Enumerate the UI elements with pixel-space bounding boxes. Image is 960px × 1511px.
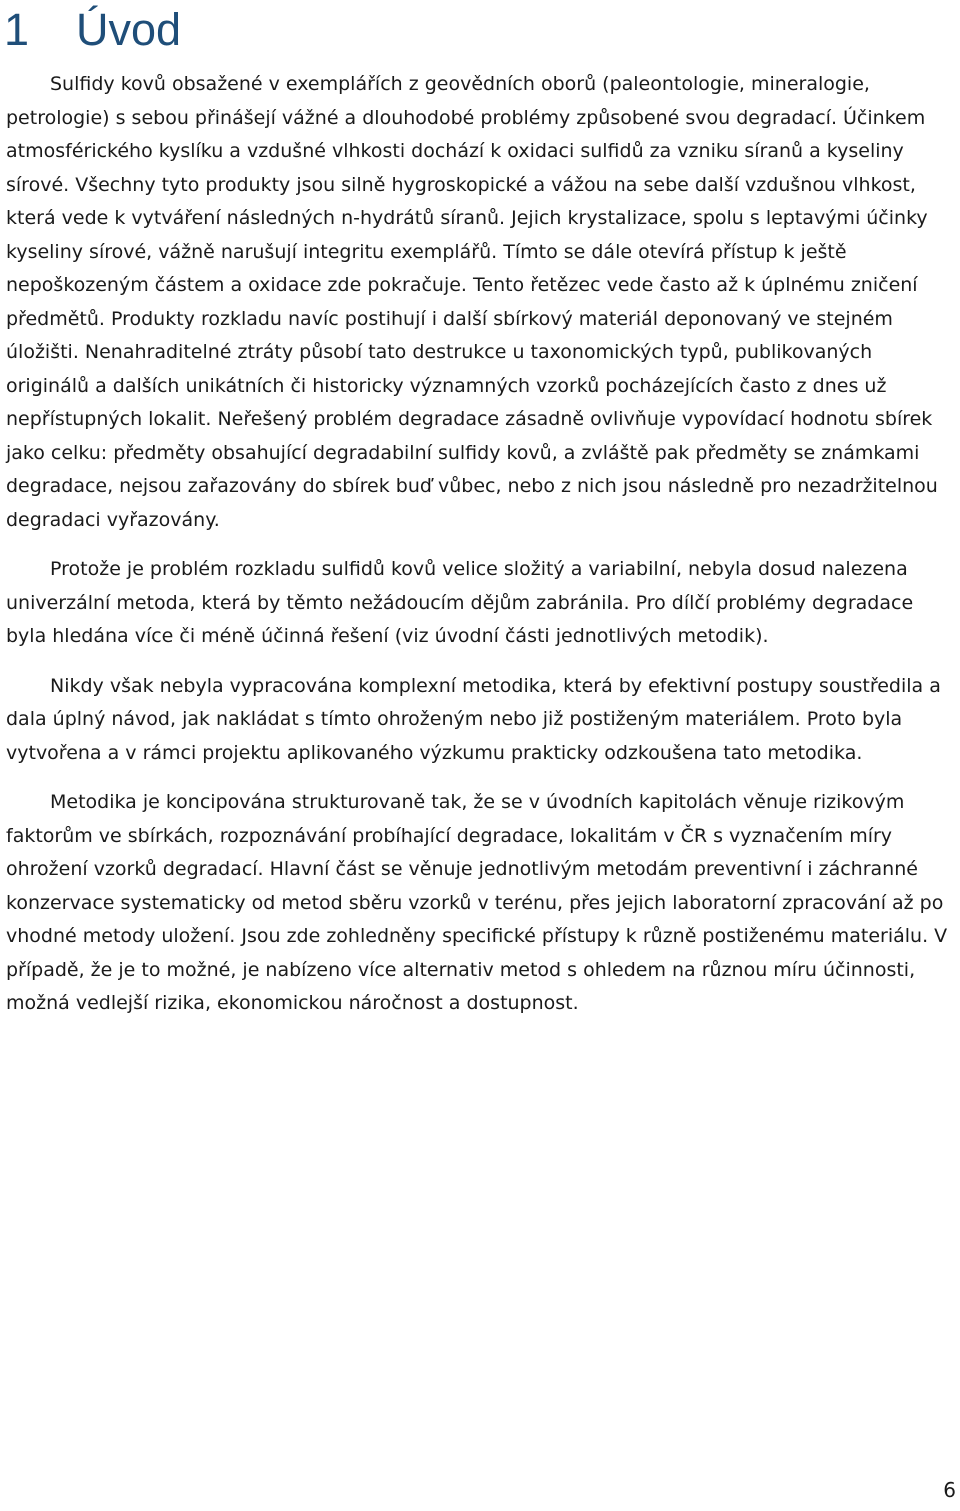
paragraph: Nikdy však nebyla vypracována komplexní metodika, která by efektivní postupy soustředila a dala úplný návod, jak nakládat s tímto ohroženým nebo již postiženým materiálem. Proto byla vytvořena a v rámci projektu aplikovaného výzkumu prakticky odzkoušena tato metodika. [6,674,941,764]
body-text [6,68,958,1021]
chapter-number: 1 [4,4,30,55]
paragraph: Sulfidy kovů obsažené v exemplářích z geovědních oborů (paleontologie, mineralogie, petrologie) s sebou přinášejí vážné a dlouhodobé problémy způsobené svou degradací. Účinkem atmosférického kyslíku a vzdušné vlhkosti dochází k oxidaci sulfidů za vzniku síranů a kyseliny sírové. Všechny tyto produkty jsou silně hygroskopické a vážou na sebe další vzdušnou vlhkost, která vede k vytváření následných n-hydrátů síranů. Jejich krystalizace, spolu s leptavými účinky kyseliny sírové, vážně narušují integritu exemplářů. Tímto se dále otevírá přístup k ještě nepoškozeným částem a oxidace zde pokračuje. Tento řetězec vede často až k úplnému zničení předmětů. Produkty rozkladu navíc postihují i další sbírkový materiál deponovaný ve stejném úložišti. Nenahraditelné ztráty působí tato destrukce u taxonomických typů, publikovaných originálů a dalších unikátních či historicky významných vzorků pocházejících často z dnes už nepřístupných lokalit. Neřešený problém degradace zásadně ovlivňuje vypovídací hodnotu sbírek jako celku: předměty obsahující degradabilní sulfidy kovů, a zvláště pak předměty se známkami degradace, nejsou zařazovány do sbírek buď vůbec, nebo z nich jsou následně pro nezadržitelnou degradaci vyřazovány. [6,73,938,531]
chapter-heading [4,2,181,58]
page-number: 6 [943,1478,956,1502]
paragraph: Metodika je koncipována strukturovaně tak, že se v úvodních kapitolách věnuje rizikovým faktorům ve sbírkách, rozpoznávání probíhající degradace, lokalitám v ČR s vyznačením míry ohrožení vzorků degradací. Hlavní část se věnuje jednotlivým metodám preventivní i záchranné konzervace systematicky od metod sběru vzorků v terénu, přes jejich laboratorní zpracování až po vhodné metody uložení. Jsou zde zohledněny specifické přístupy k různě postiženému materiálu. V případě, že je to možné, je nabízeno více alternativ metod s ohledem na různou míru účinnosti, možná vedlejší rizika, ekonomickou náročnost a dostupnost. [6,791,948,1014]
chapter-title: Úvod [76,4,182,55]
paragraph: Protože je problém rozkladu sulfidů kovů velice složitý a variabilní, nebyla dosud nalezena univerzální metoda, která by těmto nežádoucím dějům zabránila. Pro dílčí problémy degradace byla hledána více či méně účinná řešení (viz úvodní části jednotlivých metodik). [6,558,914,647]
